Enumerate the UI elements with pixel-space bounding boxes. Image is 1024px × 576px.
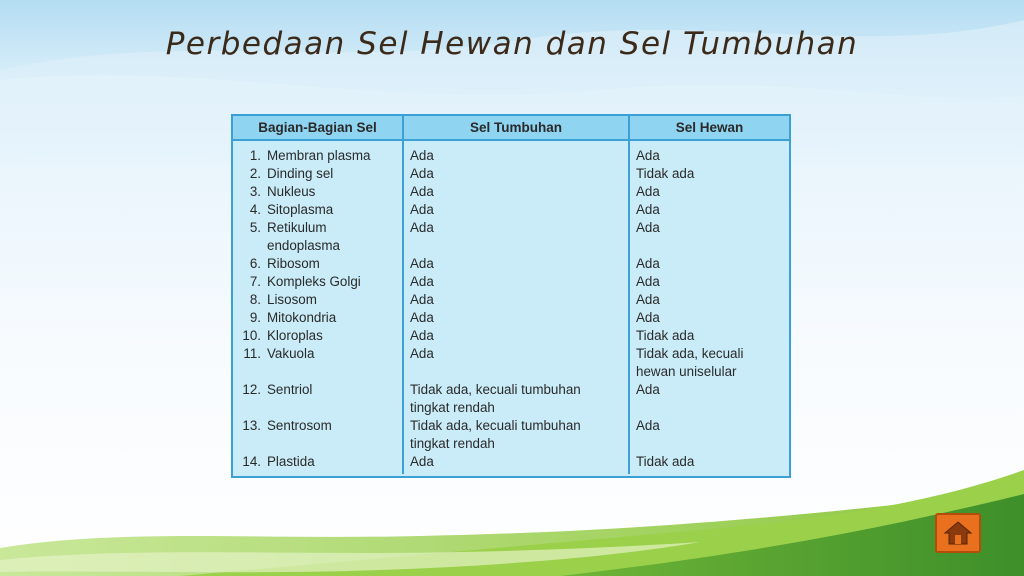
cell-part — [233, 291, 403, 309]
part-name: Membran plasma — [267, 148, 371, 163]
cell-animal: Ada — [636, 256, 660, 271]
cell-plant: Tidak ada, kecuali tumbuhan tingkat rendah — [403, 417, 629, 453]
cell-plant: Ada — [403, 165, 629, 183]
part-name: Dinding sel — [267, 166, 334, 181]
cell-plant: Ada — [403, 291, 629, 309]
part-name: Retikulum endoplasma — [267, 220, 340, 253]
cell-plant: Ada — [403, 345, 629, 381]
table-row — [233, 255, 789, 273]
row-number: 6. — [249, 256, 261, 271]
table-row — [233, 140, 789, 165]
cell-plant: Ada — [403, 201, 629, 219]
cell-animal: Ada — [636, 148, 660, 163]
part-name: Sentriol — [267, 382, 313, 397]
cell-animal: Tidak ada — [636, 328, 695, 343]
table-row — [233, 345, 789, 381]
cell-part — [233, 381, 403, 417]
part-name: Nukleus — [267, 184, 316, 199]
cell-plant: Ada — [403, 309, 629, 327]
table-row — [233, 291, 789, 309]
cell-animal: Tidak ada, kecuali hewan uniselular — [636, 346, 744, 379]
cell-plant: Ada — [403, 327, 629, 345]
part-name: Mitokondria — [267, 310, 337, 325]
row-number: 12. — [242, 382, 261, 397]
table-row — [233, 201, 789, 219]
cell-part — [233, 327, 403, 345]
cell-animal: Ada — [636, 220, 660, 235]
header-cell-plant: Sel Tumbuhan — [403, 116, 629, 140]
cell-animal: Ada — [636, 382, 660, 397]
row-number: 5. — [249, 220, 261, 235]
row-number: 7. — [249, 274, 261, 289]
cell-animal: Ada — [636, 274, 660, 289]
cell-part — [233, 201, 403, 219]
cell-part — [233, 345, 403, 381]
table-row — [233, 219, 789, 255]
cell-part — [233, 453, 403, 474]
cell-animal: Ada — [636, 184, 660, 199]
table-row — [233, 453, 789, 474]
header-cell-animal: Sel Hewan — [629, 116, 789, 140]
header-cell-parts: Bagian-Bagian Sel — [233, 116, 403, 140]
cell-plant: Ada — [403, 453, 629, 474]
cell-animal: Ada — [636, 292, 660, 307]
table-row — [233, 183, 789, 201]
table-row — [233, 381, 789, 417]
row-number: 13. — [242, 418, 261, 433]
table-row — [233, 327, 789, 345]
home-icon — [943, 520, 973, 546]
part-name: Ribosom — [267, 256, 320, 271]
cell-animal: Tidak ada — [636, 454, 695, 469]
cell-plant: Ada — [403, 140, 629, 165]
table-row — [233, 417, 789, 453]
part-name: Plastida — [267, 454, 315, 469]
row-number: 4. — [249, 202, 261, 217]
cell-part — [233, 183, 403, 201]
cell-plant: Ada — [403, 219, 629, 255]
cell-plant: Tidak ada, kecuali tumbuhan tingkat rendah — [403, 381, 629, 417]
row-number: 1. — [249, 148, 261, 163]
cell-part — [233, 255, 403, 273]
table-row — [233, 273, 789, 291]
cell-animal: Ada — [636, 202, 660, 217]
cell-comparison-table — [233, 116, 789, 474]
cell-part — [233, 273, 403, 291]
row-number: 11. — [243, 346, 261, 361]
cell-plant: Ada — [403, 255, 629, 273]
row-number: 8. — [249, 292, 261, 307]
cell-plant: Ada — [403, 183, 629, 201]
table-header-row — [233, 116, 789, 140]
table-row — [233, 309, 789, 327]
cell-part — [233, 165, 403, 183]
cell-part — [233, 140, 403, 165]
part-name: Vakuola — [267, 346, 315, 361]
cell-part — [233, 417, 403, 453]
cell-animal: Ada — [636, 418, 660, 433]
cell-animal: Ada — [636, 310, 660, 325]
slide-title: Perbedaan Sel Hewan dan Sel Tumbuhan — [165, 26, 859, 62]
part-name: Kompleks Golgi — [267, 274, 361, 289]
cell-animal: Tidak ada — [636, 166, 695, 181]
row-number: 10. — [242, 328, 261, 343]
part-name: Sitoplasma — [267, 202, 334, 217]
cell-part — [233, 219, 403, 255]
part-name: Lisosom — [267, 292, 317, 307]
home-button[interactable] — [935, 513, 981, 553]
part-name: Kloroplas — [267, 328, 323, 343]
row-number: 9. — [249, 310, 261, 325]
table-row — [233, 165, 789, 183]
comparison-table — [231, 114, 791, 478]
part-name: Sentrosom — [267, 418, 332, 433]
row-number: 3. — [249, 184, 261, 199]
cell-part — [233, 309, 403, 327]
cell-plant: Ada — [403, 273, 629, 291]
row-number: 14. — [242, 454, 261, 469]
row-number: 2. — [249, 166, 261, 181]
